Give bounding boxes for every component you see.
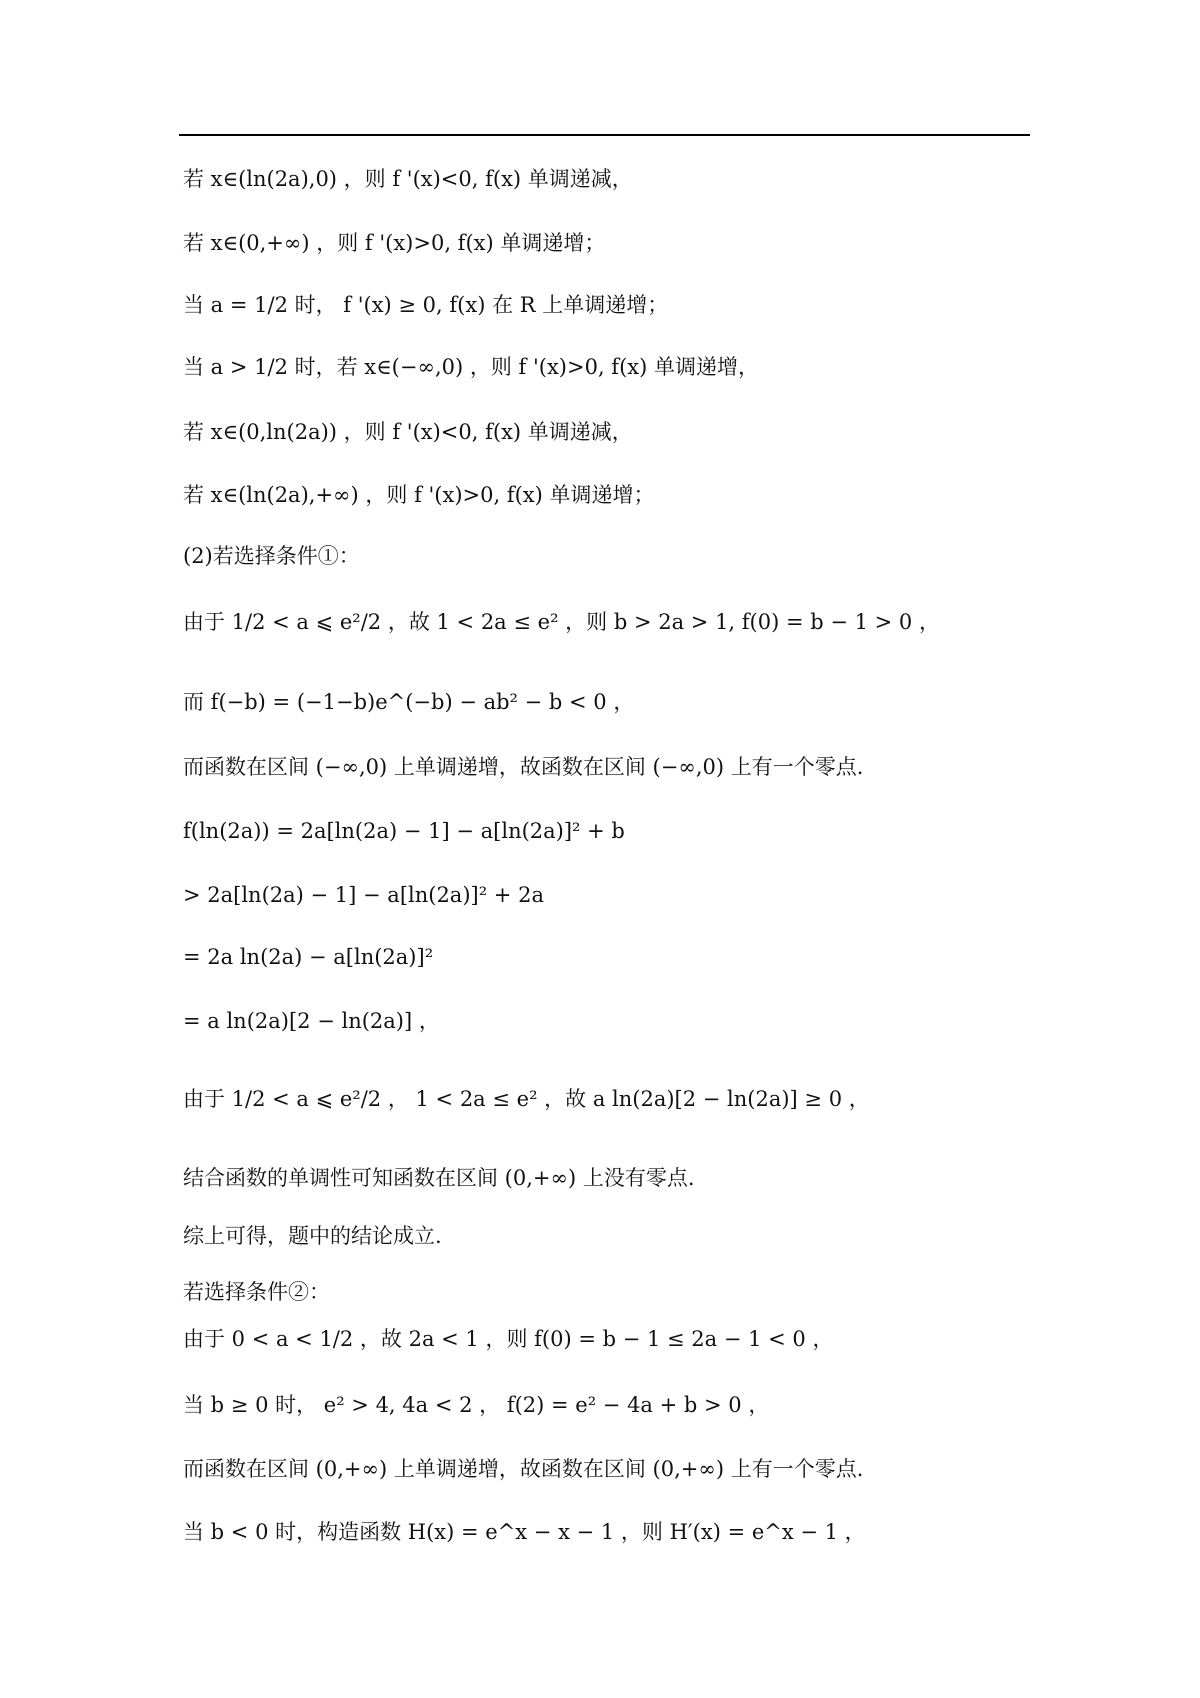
line-1: 若 x∈(ln(2a),0) ，则 f '(x)<0, f(x) 单调递减， <box>183 167 633 191</box>
line-9: 而 f(−b) = (−1−b)e^(−b) − ab² − b < 0 ， <box>183 690 635 714</box>
line-22: 当 b < 0 时，构造函数 H(x) = e^x − x − 1 ，则 H′(x) = e^x − 1 ， <box>183 1520 866 1544</box>
equation-line-12: > 2a[ln(2a) − 1] − a[ln(2a)]² + 2a <box>183 883 544 907</box>
line-2: 若 x∈(0,+∞) ，则 f '(x)>0, f(x) 单调递增； <box>183 231 606 255</box>
conclusion-line: 综上可得，题中的结论成立. <box>183 1224 442 1248</box>
line-8: 由于 1/2 < a ⩽ e²/2 ，故 1 < 2a ≤ e² ，则 b > 2a > 1, f(0) = b − 1 > 0 ， <box>183 610 940 634</box>
equation-line-13: = 2a ln(2a) − a[ln(2a)]² <box>183 945 434 969</box>
header-rule <box>179 134 1030 136</box>
line-15: 由于 1/2 < a ⩽ e²/2 ， 1 < 2a ≤ e² ，故 a ln(2a)[2 − ln(2a)] ≥ 0 ， <box>183 1087 870 1111</box>
line-10: 而函数在区间 (−∞,0) 上单调递增，故函数在区间 (−∞,0) 上有一个零点. <box>183 755 864 779</box>
section-heading-condition-2: 若选择条件②： <box>183 1280 330 1304</box>
line-5: 若 x∈(0,ln(2a)) ，则 f '(x)<0, f(x) 单调递减， <box>183 420 633 444</box>
equation-line-11: f(ln(2a)) = 2a[ln(2a) − 1] − a[ln(2a)]² + b <box>183 819 625 843</box>
line-16: 结合函数的单调性可知函数在区间 (0,+∞) 上没有零点. <box>183 1166 695 1190</box>
line-21: 而函数在区间 (0,+∞) 上单调递增，故函数在区间 (0,+∞) 上有一个零点. <box>183 1457 864 1481</box>
section-heading-condition-1: (2)若选择条件①： <box>183 544 360 568</box>
line-4: 当 a > 1/2 时，若 x∈(−∞,0) ，则 f '(x)>0, f(x) 单调递增， <box>183 355 759 379</box>
line-19: 由于 0 < a < 1/2 ，故 2a < 1 ，则 f(0) = b − 1 ≤ 2a − 1 < 0 ， <box>183 1327 834 1351</box>
line-20: 当 b ≥ 0 时， e² > 4, 4a < 2 ， f(2) = e² − 4a + b > 0 ， <box>183 1393 770 1417</box>
equation-line-14: = a ln(2a)[2 − ln(2a)] ， <box>183 1009 440 1033</box>
line-6: 若 x∈(ln(2a),+∞) ，则 f '(x)>0, f(x) 单调递增； <box>183 483 655 507</box>
line-3: 当 a = 1/2 时， f '(x) ≥ 0, f(x) 在 R 上单调递增； <box>183 293 669 317</box>
